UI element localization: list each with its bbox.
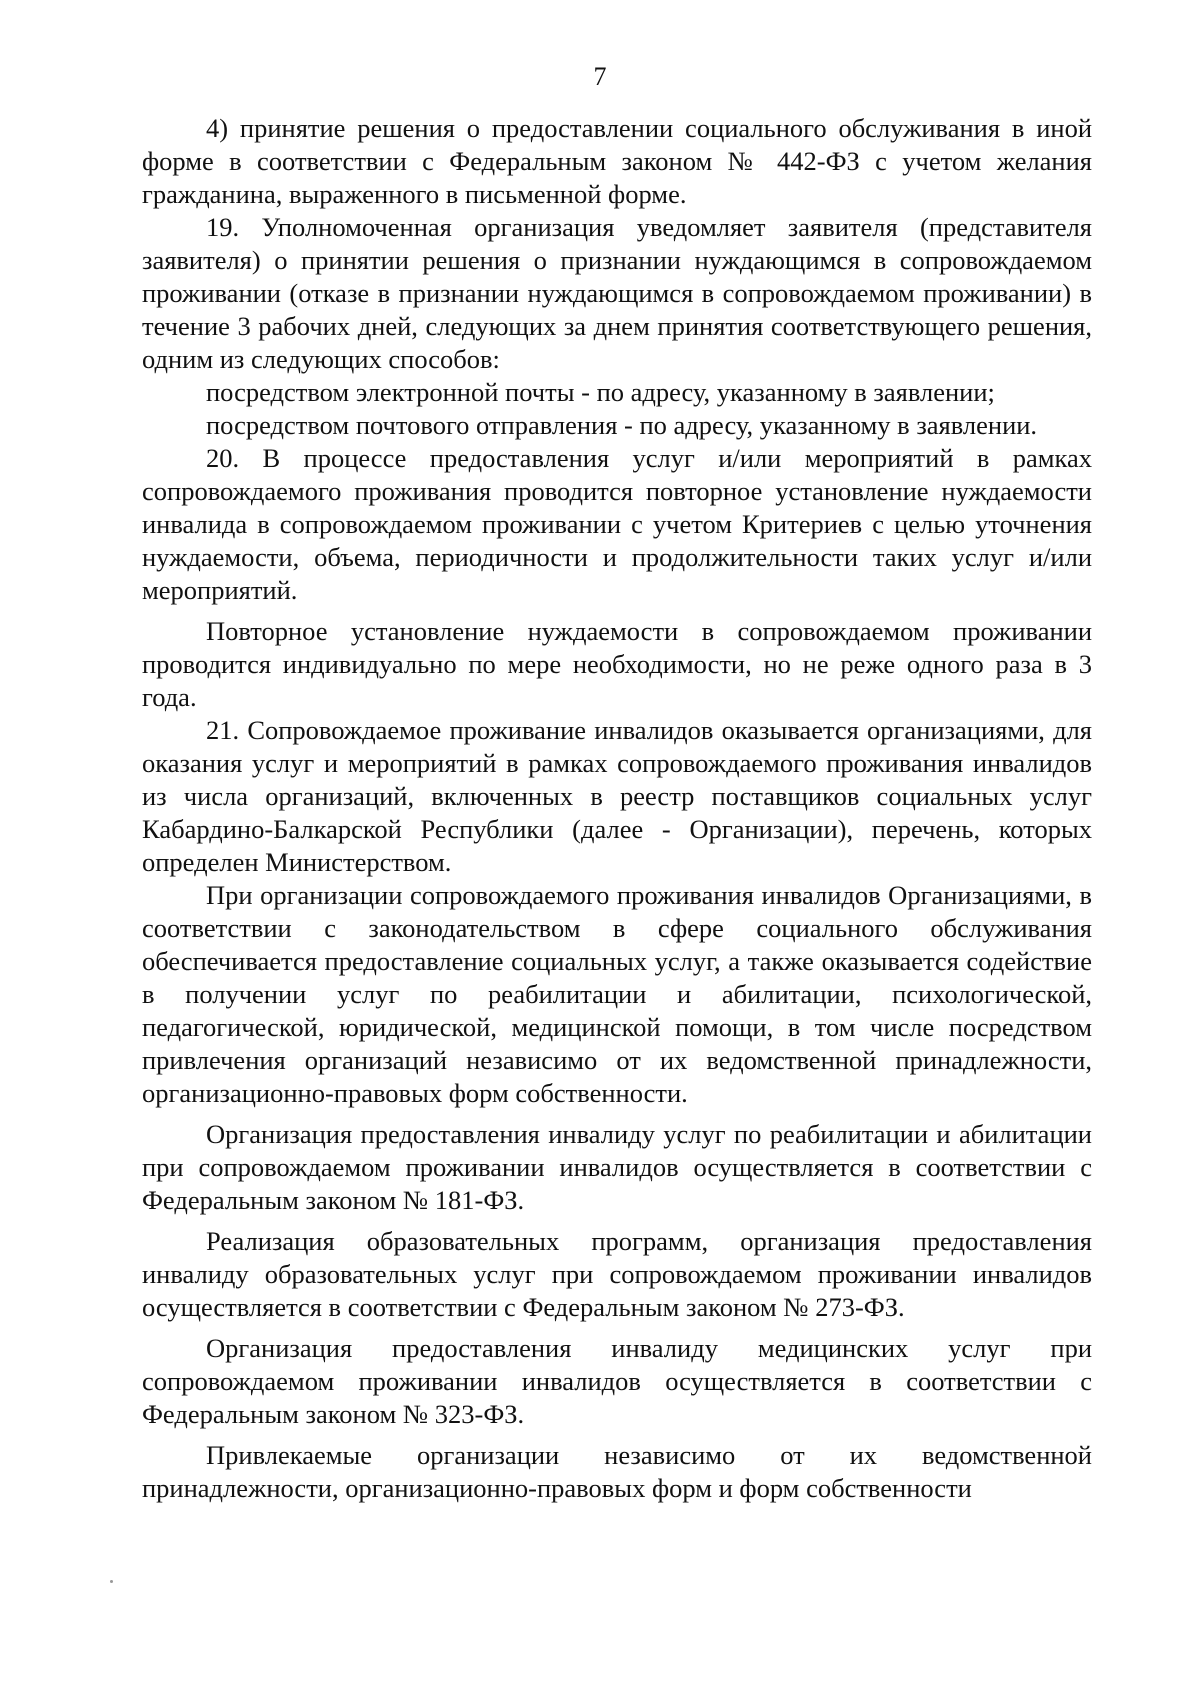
paragraph-medical: Организация предоставления инвалиду медицинских услуг при сопровождаемом проживании инвалидов осуществляется в соответствии с Федеральным законом № 323-ФЗ.: [142, 1333, 1092, 1429]
paragraph-20: 20. В процессе предоставления услуг и/или мероприятий в рамках сопровождаемого проживания проводится повторное установление нуждаемости инвалида в сопровождаемом проживании с учетом Критериев с целью уточнения нуждаемости, объема, периодичности и продолжительности таких услуг и/или мероприятий.: [142, 443, 1092, 605]
paragraph-notify-post: посредством почтового отправления - по адресу, указанному в заявлении.: [206, 410, 1038, 440]
paragraph-education: Реализация образовательных программ, организация предоставления инвалиду образовательных услуг при сопровождаемом проживании инвалидов осуществляется в соответствии с Федеральным законом № 273-ФЗ.: [142, 1226, 1092, 1322]
paragraph-21-organization: При организации сопровождаемого проживания инвалидов Организациями, в соответствии с законодательством в сфере социального обслуживания обеспечивается предоставление социальных услуг, а также оказывается содействие в получении услуг по реабилитации и абилитации, психологической, педагогической, юридической, медицинской помощи, в том числе посредством привлечения организаций независимо от их ведомственной принадлежности, организационно-правовых форм собственности.: [142, 880, 1092, 1108]
scan-speck: [110, 1580, 113, 1583]
paragraph-21: 21. Сопровождаемое проживание инвалидов оказывается организациями, для оказания услуг и мероприятий в рамках сопровождаемого проживания инвалидов из числа организаций, включенных в реестр поставщиков социальных услуг Кабардино-Балкарской Республики (далее - Организации), перечень, которых определен Министерством.: [142, 715, 1092, 877]
paragraph-item-4: 4) принятие решения о предоставлении социального обслуживания в иной форме в соответствии с Федеральным законом № 442-ФЗ с учетом желания гражданина, выраженного в письменной форме.: [142, 113, 1092, 209]
paragraph-19: 19. Уполномоченная организация уведомляет заявителя (представителя заявителя) о принятии решения о признании нуждающимся в сопровождаемом проживании (отказе в признании нуждающимся в сопровождаемом проживании) в течение 3 рабочих дней, следующих за днем принятия соответствующего решения, одним из следующих способов:: [142, 212, 1092, 374]
paragraph-rehabilitation: Организация предоставления инвалиду услуг по реабилитации и абилитации при сопровождаемом проживании инвалидов осуществляется в соответствии с Федеральным законом № 181-ФЗ.: [142, 1119, 1092, 1215]
paragraph-notify-email: посредством электронной почты - по адресу, указанному в заявлении;: [206, 377, 995, 407]
page-number: 7: [593, 62, 607, 91]
paragraph-20-repeat: Повторное установление нуждаемости в сопровождаемом проживании проводится индивидуально по мере необходимости, но не реже одного раза в 3 года.: [142, 616, 1092, 712]
paragraph-attracted-organizations: Привлекаемые организации независимо от их ведомственной принадлежности, организационно-правовых форм и форм собственности: [142, 1440, 1092, 1503]
document-body: [142, 112, 1092, 1505]
